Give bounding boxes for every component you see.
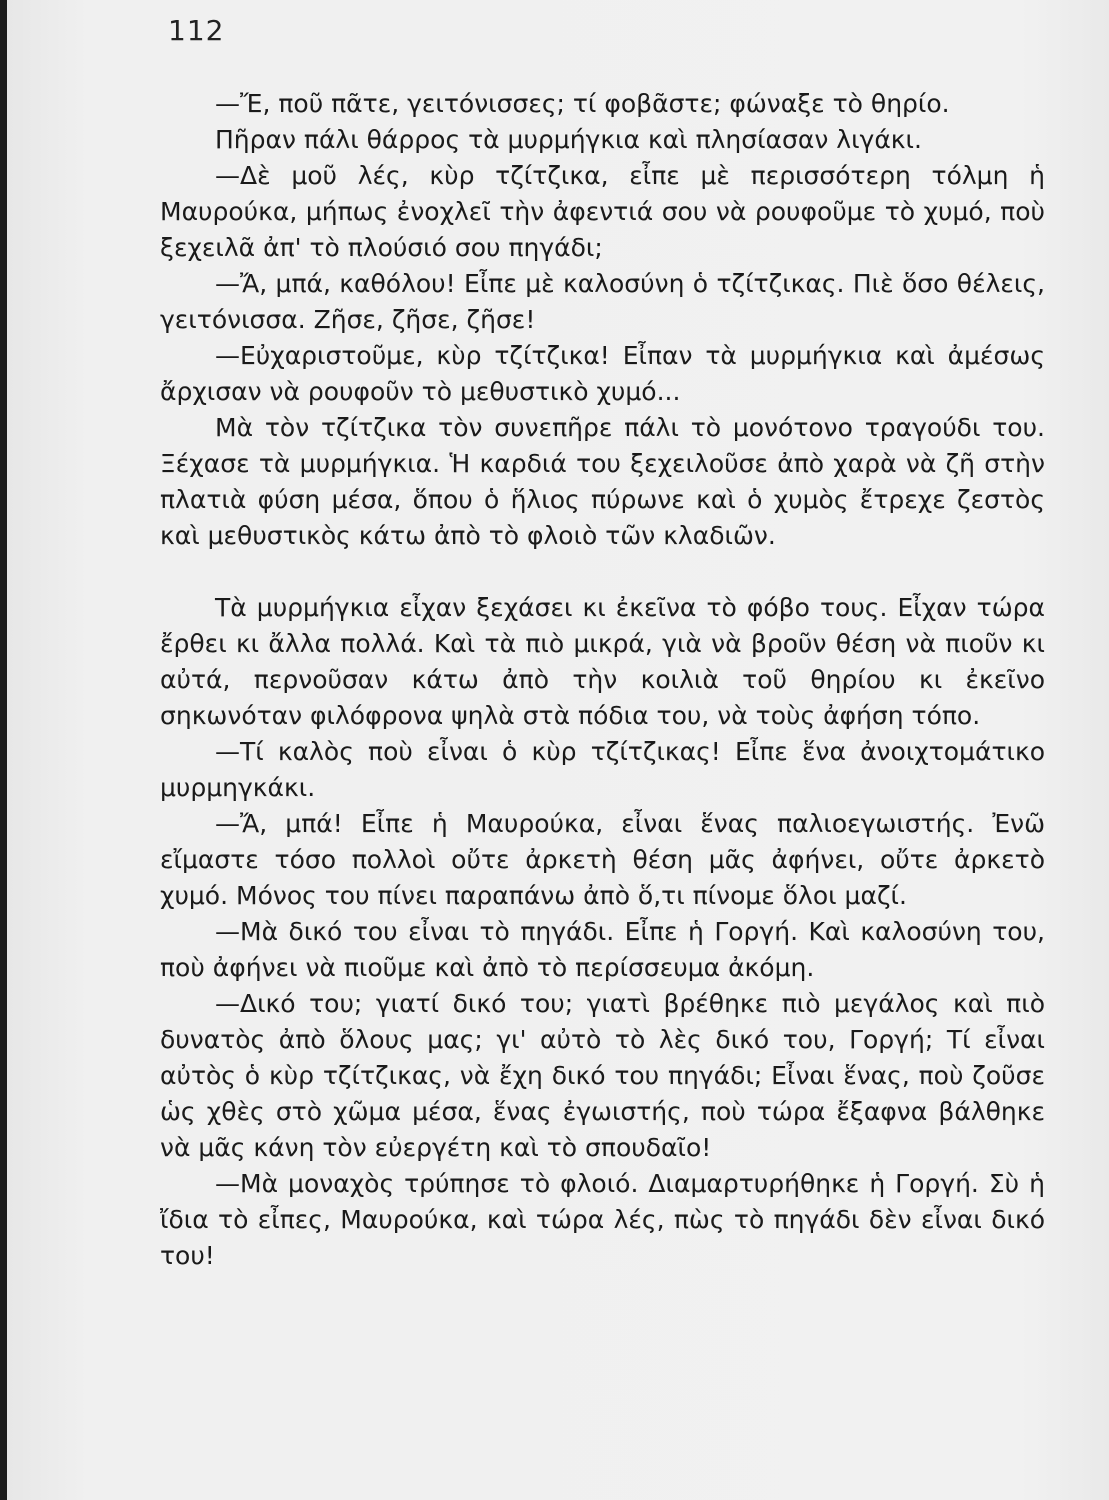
paragraph-dialogue-1: —Ἔ, ποῦ πᾶτε, γειτόνισσες; τί φοβᾶστε; φώναξε τὸ θηρίο. bbox=[215, 89, 950, 118]
paragraph-narration-1: Πῆραν πάλι θάρρος τὰ μυρμήγκια καὶ πλησίασαν λιγάκι. bbox=[215, 125, 922, 154]
paragraph-dialogue-7: —Μὰ δικό του εἶναι τὸ πηγάδι. Εἶπε ἡ Γοργή. Καὶ καλοσύνη του, ποὺ ἀφήνει νὰ πιοῦμε καὶ ἀπὸ τὸ περίσσευμα ἀκόμη. bbox=[160, 917, 1045, 982]
section-gap bbox=[160, 554, 1045, 590]
paragraph-dialogue-5: —Τί καλὸς ποὺ εἶναι ὁ κὺρ τζίτζικας! Εἶπε ἕνα ἀνοιχτομάτικο μυρμηγκάκι. bbox=[160, 737, 1045, 802]
body-text bbox=[160, 86, 1045, 1274]
page-binding-edge bbox=[0, 0, 7, 1500]
paragraph-dialogue-8: —Δικό του; γιατί δικό του; γιατὶ βρέθηκε πιὸ μεγάλος καὶ πιὸ δυνατὸς ἀπὸ ὅλους μας; γι' αὐτὸ τὸ λὲς δικό του, Γοργή; Τί εἶναι αὐτὸς ὁ κὺρ τζίτζικας, νὰ ἔχη δικό του πηγάδι; Εἶναι ἕνας, ποὺ ζοῦσε ὡς χθὲς στὸ χῶμα μέσα, ἕνας ἐγωιστής, ποὺ τώρα ἔξαφνα βάλθηκε νὰ μᾶς κάνη τὸν εὐεργέτη καὶ τὸ σπουδαῖο! bbox=[160, 989, 1045, 1162]
paragraph-dialogue-3: —Ἄ, μπά, καθόλου! Εἶπε μὲ καλοσύνη ὁ τζίτζικας. Πιὲ ὅσο θέλεις, γειτόνισσα. Ζῆσε, ζῆσε, ζῆσε! bbox=[160, 269, 1045, 334]
paragraph-narration-2: Μὰ τὸν τζίτζικα τὸν συνεπῆρε πάλι τὸ μονότονο τραγούδι του. Ξέχασε τὰ μυρμήγκια. Ἡ καρδιά του ξεχειλοῦσε ἀπὸ χαρὰ νὰ ζῆ στὴν πλατιὰ φύση μέσα, ὅπου ὁ ἥλιος πύρωνε καὶ ὁ χυμὸς ἔτρεχε ζεστὸς καὶ μεθυστικὸς κάτω ἀπὸ τὸ φλοιὸ τῶν κλαδιῶν. bbox=[160, 413, 1045, 550]
paragraph-dialogue-6: —Ἄ, μπά! Εἶπε ἡ Μαυρούκα, εἶναι ἕνας παλιοεγωιστής. Ἐνῶ εἴμαστε τόσο πολλοὶ οὔτε ἀρκετὴ θέση μᾶς ἀφήνει, οὔτε ἀρκετὸ χυμό. Μόνος του πίνει παραπάνω ἀπὸ ὅ,τι πίνομε ὅλοι μαζί. bbox=[160, 809, 1045, 910]
paragraph-dialogue-2: —Δὲ μοῦ λές, κὺρ τζίτζικα, εἶπε μὲ περισσότερη τόλμη ἡ Μαυρούκα, μήπως ἐνοχλεῖ τὴν ἀφεντιά σου νὰ ρουφοῦμε τὸ χυμό, ποὺ ξεχειλᾶ ἀπ' τὸ πλούσιό σου πηγάδι; bbox=[160, 161, 1045, 262]
page-number: 112 bbox=[168, 14, 225, 47]
paragraph-dialogue-9: —Μὰ μοναχὸς τρύπησε τὸ φλοιό. Διαμαρτυρήθηκε ἡ Γοργή. Σὺ ἡ ἴδια τὸ εἶπες, Μαυρούκα, καὶ τώρα λές, πὼς τὸ πηγάδι δὲν εἶναι δικό του! bbox=[160, 1169, 1045, 1270]
paragraph-dialogue-4: —Εὐχαριστοῦμε, κὺρ τζίτζικα! Εἶπαν τὰ μυρμήγκια καὶ ἀμέσως ἄρχισαν νὰ ρουφοῦν τὸ μεθυστικὸ χυμό... bbox=[160, 341, 1045, 406]
paragraph-narration-3: Τὰ μυρμήγκια εἶχαν ξεχάσει κι ἐκεῖνα τὸ φόβο τους. Εἶχαν τώρα ἔρθει κι ἄλλα πολλά. Καὶ τὰ πιὸ μικρά, γιὰ νὰ βροῦν θέση νὰ πιοῦν κι αὐτά, περνοῦσαν κάτω ἀπὸ τὴν κοιλιὰ τοῦ θηρίου κι ἐκεῖνο σηκωνόταν φιλόφρονα ψηλὰ στὰ πόδια του, νὰ τοὺς ἀφήση τόπο. bbox=[160, 593, 1045, 730]
